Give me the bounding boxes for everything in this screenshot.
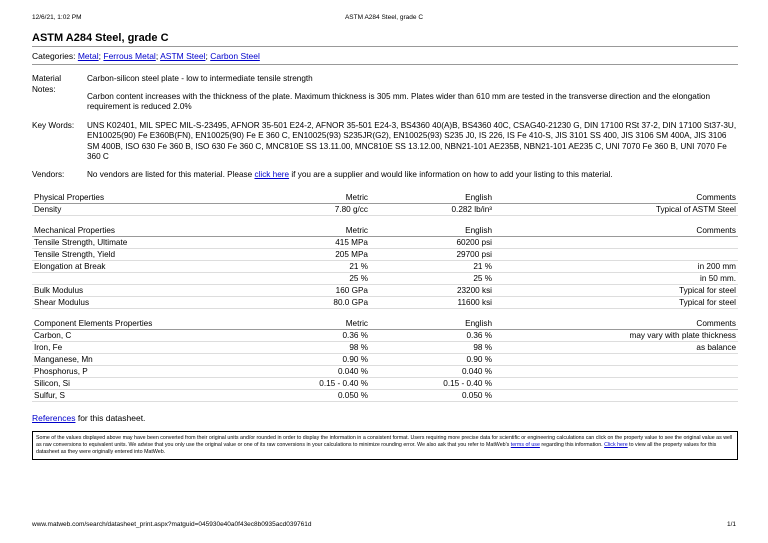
- property-name: Elongation at Break: [32, 261, 246, 273]
- english-value[interactable]: 0.050 %: [370, 390, 494, 402]
- category-link-astm-steel[interactable]: ASTM Steel: [160, 51, 206, 61]
- metric-value[interactable]: 98 %: [246, 342, 370, 354]
- vendors: [32, 170, 738, 181]
- categories-label: Categories:: [32, 51, 76, 61]
- material-notes: [32, 74, 738, 120]
- metric-value[interactable]: 25 %: [246, 273, 370, 285]
- property-name: Silicon, Si: [32, 378, 246, 390]
- category-separator: ;: [98, 51, 102, 61]
- comment: as balance: [494, 342, 738, 354]
- category-link-metal[interactable]: Metal: [77, 51, 99, 61]
- material-notes-text: [87, 74, 738, 120]
- metric-column-header: Metric: [246, 192, 370, 204]
- vendors-click-here-link[interactable]: click here: [254, 169, 290, 179]
- comment: Typical for steel: [494, 297, 738, 309]
- english-column-header: English: [370, 192, 494, 204]
- component-elements-properties-table: [32, 318, 738, 402]
- category-link-ferrous-metal[interactable]: Ferrous Metal: [103, 51, 156, 61]
- table-row: [32, 342, 738, 354]
- table-row: [32, 261, 738, 273]
- print-datetime: 12/6/21, 1:02 PM: [32, 14, 82, 21]
- metric-column-header: Metric: [246, 318, 370, 330]
- metric-value[interactable]: 0.36 %: [246, 330, 370, 342]
- property-name: Density: [32, 204, 246, 216]
- property-name: Manganese, Mn: [32, 354, 246, 366]
- comments-column-header: Comments: [494, 225, 738, 237]
- comment: [494, 390, 738, 402]
- datasheet: [32, 32, 738, 460]
- table-header-row: [32, 192, 738, 204]
- comment: [494, 378, 738, 390]
- metric-value[interactable]: 160 GPa: [246, 285, 370, 297]
- metric-value[interactable]: 80.0 GPa: [246, 297, 370, 309]
- print-footer: [32, 521, 736, 531]
- property-name: [32, 273, 246, 285]
- table-header-row: [32, 318, 738, 330]
- english-value[interactable]: 0.15 - 0.40 %: [370, 378, 494, 390]
- english-value[interactable]: 23200 ksi: [370, 285, 494, 297]
- page-title: ASTM A284 Steel, grade C: [32, 32, 738, 47]
- vendors-label: Vendors:: [32, 169, 65, 179]
- notes-line-1: Carbon-silicon steel plate - low to intermediate tensile strength: [87, 74, 313, 83]
- table-row: [32, 237, 738, 249]
- print-header: [32, 14, 736, 24]
- metric-value[interactable]: 415 MPa: [246, 237, 370, 249]
- property-name: Iron, Fe: [32, 342, 246, 354]
- table-row: [32, 390, 738, 402]
- references: References for this datasheet.: [32, 413, 146, 423]
- english-value[interactable]: 0.90 %: [370, 354, 494, 366]
- mechanical-properties-table: [32, 225, 738, 309]
- table-header-row: [32, 225, 738, 237]
- english-value[interactable]: 21 %: [370, 261, 494, 273]
- categories: [32, 51, 738, 65]
- key-words-label: Key Words:: [32, 120, 75, 130]
- comment: [494, 354, 738, 366]
- table-row: [32, 249, 738, 261]
- property-tables: [32, 192, 738, 402]
- table-row: [32, 273, 738, 285]
- comment: Typical of ASTM Steel: [494, 204, 738, 216]
- metric-value[interactable]: 0.90 %: [246, 354, 370, 366]
- section-heading: Component Elements Properties: [32, 318, 246, 330]
- english-value[interactable]: 60200 psi: [370, 237, 494, 249]
- metric-column-header: Metric: [246, 225, 370, 237]
- print-doc-title: ASTM A284 Steel, grade C: [344, 14, 424, 21]
- property-name: Phosphorus, P: [32, 366, 246, 378]
- english-column-header: English: [370, 225, 494, 237]
- comment: [494, 249, 738, 261]
- comments-column-header: Comments: [494, 318, 738, 330]
- property-name: Tensile Strength, Ultimate: [32, 237, 246, 249]
- english-value[interactable]: 11600 ksi: [370, 297, 494, 309]
- property-name: Carbon, C: [32, 330, 246, 342]
- section-heading: Physical Properties: [32, 192, 246, 204]
- property-name: Sulfur, S: [32, 390, 246, 402]
- table-row: [32, 366, 738, 378]
- metric-value[interactable]: 0.15 - 0.40 %: [246, 378, 370, 390]
- english-value[interactable]: 0.282 lb/in³: [370, 204, 494, 216]
- terms-of-use-link[interactable]: terms of use: [510, 442, 540, 448]
- metric-value[interactable]: 205 MPa: [246, 249, 370, 261]
- category-separator: ;: [155, 51, 159, 61]
- table-row: [32, 204, 738, 216]
- category-link-carbon-steel[interactable]: Carbon Steel: [210, 51, 260, 61]
- print-page-number: 1/1: [726, 521, 736, 528]
- property-name: Bulk Modulus: [32, 285, 246, 297]
- english-column-header: English: [370, 318, 494, 330]
- references-link[interactable]: References: [32, 413, 76, 423]
- property-name: Shear Modulus: [32, 297, 246, 309]
- section-heading: Mechanical Properties: [32, 225, 246, 237]
- material-notes-label: Material Notes:: [32, 74, 62, 94]
- key-words: [32, 121, 738, 163]
- english-value[interactable]: 0.36 %: [370, 330, 494, 342]
- category-separator: ;: [205, 51, 208, 61]
- vendors-text: No vendors are listed for this material. Please click here if you are a supplier and would like information on how to add your listing to this material.: [87, 169, 613, 179]
- comment: in 200 mm: [494, 261, 738, 273]
- physical-properties-table: [32, 192, 738, 216]
- english-value[interactable]: 29700 psi: [370, 249, 494, 261]
- table-row: [32, 354, 738, 366]
- metric-value[interactable]: 21 %: [246, 261, 370, 273]
- comment: [494, 366, 738, 378]
- print-url: www.matweb.com/search/datasheet_print.aspx?matguid=045930e40a0f43ec8b0935acd039761d: [32, 521, 312, 528]
- metric-value[interactable]: 7.80 g/cc: [246, 204, 370, 216]
- comments-column-header: Comments: [494, 192, 738, 204]
- property-name: Tensile Strength, Yield: [32, 249, 246, 261]
- notes-paragraph-2: Carbon content increases with the thickness of the plate. Maximum thickness is 305 mm. Plates wider than 610 mm are tested in the transverse direction and the elongation requirement is reduced 2.0%: [87, 91, 711, 111]
- comment: Typical for steel: [494, 285, 738, 297]
- english-value[interactable]: 25 %: [370, 273, 494, 285]
- comment: in 50 mm.: [494, 273, 738, 285]
- metric-value[interactable]: 0.050 %: [246, 390, 370, 402]
- view-all-values-link[interactable]: Click here: [604, 442, 628, 448]
- table-row: [32, 378, 738, 390]
- comment: may vary with plate thickness: [494, 330, 738, 342]
- disclaimer-box: Some of the values displayed above may have been converted from their original units and/or rounded in order to display the information in a consistent format. Users requiring more precise data for scientific or engineering calculations can click on the property value to see the original value as well as raw conversions to equivalent units. We advise that you only use the original value or one of its raw conversions in your calculations to minimize rounding error. We also ask that you refer to MatWeb's terms of use regarding this information. Click here to view all the property values for this datasheet as they were originally entered into MatWeb.: [32, 431, 738, 460]
- table-row: [32, 297, 738, 309]
- key-words-text: UNS K02401, MIL SPEC MIL-S-23495, AFNOR 35-501 E24-2, AFNOR 35-501 E24-3, BS4360 40(A)B, BS4360 40C, CSAG40-21230 G, DIN 17100 RSt 37-2, DIN 17100 St37-3U, EN10025(90) Fe E360B(FN), EN10025(90) Fe E 360 C, EN10025(93) S235JR(G2), EN10025(93) S235 J0, IS 226, IS Fe 410-S, JIS 3101 SS 400, JIS 3106 SM 400A, JIS 3106 SM 400B, ISO 630 Fe 360 B, ISO 630 Fe 360 C, MNC810E SS 13.11.00, MNC810E SS 13.12.00, NBN21-101 AE235B, NBN21-101 AE235 C, UNI 7070 Fe 360 B, UNI 7070 Fe 360 C: [87, 120, 737, 161]
- english-value[interactable]: 98 %: [370, 342, 494, 354]
- table-row: [32, 285, 738, 297]
- comment: [494, 237, 738, 249]
- table-row: [32, 330, 738, 342]
- english-value[interactable]: 0.040 %: [370, 366, 494, 378]
- metric-value[interactable]: 0.040 %: [246, 366, 370, 378]
